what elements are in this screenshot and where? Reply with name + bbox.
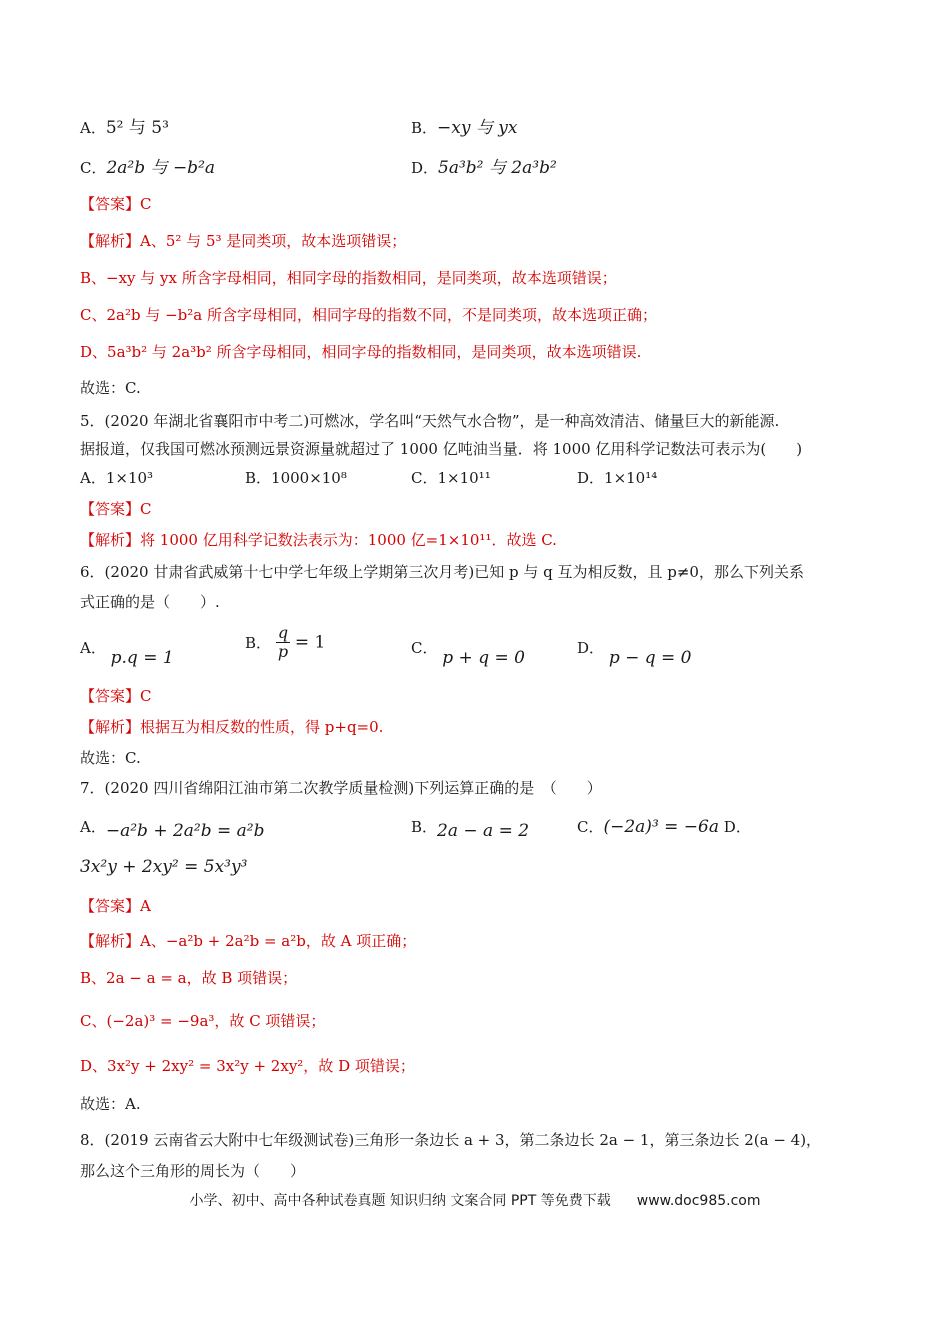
option-text: 5a³b² 与 2a³b² xyxy=(438,158,557,178)
answer-tag: 【答案】 xyxy=(80,687,141,705)
fraction xyxy=(276,624,290,661)
option-label: A． xyxy=(80,119,106,137)
analysis-text: 将 1000 亿用科学记数法表示为：1000 亿=1×10¹¹．故选 C. xyxy=(140,531,557,549)
option-label: D． xyxy=(411,159,439,177)
q4-option-c xyxy=(80,158,215,178)
option-label: B． xyxy=(245,634,272,652)
q7-analysis-1 xyxy=(80,931,416,951)
option-expr: p + q = 0 xyxy=(442,648,525,668)
fraction-numerator: q xyxy=(277,623,289,642)
answer-value: C xyxy=(140,500,152,518)
q7-stem: 7．(2020 四川省绵阳江油市第二次教学质量检测)下列运算正确的是 （ ） xyxy=(80,779,602,797)
footer-link[interactable]: www.doc985.com xyxy=(636,1193,761,1209)
analysis-text: A、5² 与 5³ 是同类项，故本选项错误； xyxy=(140,232,407,250)
q6-option-d xyxy=(577,638,692,668)
analysis-text: A、−a²b + 2a²b = a²b，故 A 项正确； xyxy=(140,932,417,950)
q8-stem-line2: 那么这个三角形的周长为（ ） xyxy=(80,1162,306,1180)
q4-option-d xyxy=(411,158,557,178)
option-expr: = 1 xyxy=(294,632,326,653)
q6-conclusion: 故选：C. xyxy=(80,749,141,767)
analysis-tag: 【解析】 xyxy=(80,932,141,950)
analysis-tag: 【解析】 xyxy=(80,232,141,250)
q8-stem-line1: 8．(2019 云南省云大附中七年级测试卷)三角形一条边长 a + 3，第二条边长 2a − 1，第三条边长 2(a − 4)， xyxy=(80,1131,822,1149)
option-label: C． xyxy=(577,818,604,836)
analysis-tag: 【解析】 xyxy=(80,531,141,549)
q7-option-a xyxy=(80,817,265,841)
option-label: D． xyxy=(577,639,605,657)
footer-text: 小学、初中、高中各种试卷真题 知识归纳 文案合同 PPT 等免费下载 xyxy=(189,1193,611,1209)
q6-option-c xyxy=(411,638,525,668)
q7-analysis-4: D、3x²y + 2xy² = 3x²y + 2xy²，故 D 项错误； xyxy=(80,1057,415,1075)
analysis-text: 根据互为相反数的性质，得 p+q=0. xyxy=(140,718,384,736)
q7-analysis-2: B、2a − a = a，故 B 项错误； xyxy=(80,969,298,987)
q6-answer xyxy=(80,686,152,706)
option-expr: −a²b + 2a²b = a²b xyxy=(105,821,265,841)
q4-conclusion: 故选：C. xyxy=(80,379,141,397)
q5-analysis xyxy=(80,530,557,550)
answer-tag: 【答案】 xyxy=(80,500,141,518)
q5-option-d: D．1×10¹⁴ xyxy=(577,469,658,487)
answer-value: A xyxy=(140,897,151,915)
q4-analysis-2: B、−xy 与 yx 所含字母相同，相同字母的指数相同，是同类项，故本选项错误； xyxy=(80,269,617,287)
q5-option-b: B．1000×10⁸ xyxy=(245,469,347,487)
q4-analysis-3: C、2a²b 与 −b²a 所含字母相同，相同字母的指数不同，不是同类项，故本选项正确； xyxy=(80,306,658,324)
page-footer xyxy=(0,1190,950,1210)
q4-analysis-4: D、5a³b² 与 2a³b² 所含字母相同，相同字母的指数相同，是同类项，故本选项错误. xyxy=(80,343,642,361)
option-expr: (−2a)³ = −6a xyxy=(603,817,720,837)
q7-analysis-3: C、(−2a)³ = −9a³，故 C 项错误； xyxy=(80,1012,326,1030)
q5-stem-line1: 5．(2020 年湖北省襄阳市中考二)可燃冰，学名叫“天然气水合物”，是一种高效清洁、储量巨大的新能源. xyxy=(80,412,780,430)
analysis-tag: 【解析】 xyxy=(80,718,141,736)
option-label: D． xyxy=(723,818,751,836)
q7-answer xyxy=(80,896,151,916)
q6-analysis xyxy=(80,717,383,737)
q4-option-a xyxy=(80,118,169,138)
q6-option-b xyxy=(245,624,325,661)
option-expr: p − q = 0 xyxy=(608,648,692,668)
q7-option-b xyxy=(411,817,530,841)
q6-stem-line2: 式正确的是（ ）. xyxy=(80,593,220,611)
q5-option-a: A．1×10³ xyxy=(80,469,154,487)
option-text: 2a²b 与 −b²a xyxy=(106,158,216,178)
option-expr: 3x²y + 2xy² = 5x³y³ xyxy=(80,857,248,877)
q7-option-d xyxy=(80,857,247,877)
option-text: 5² 与 5³ xyxy=(105,118,169,138)
q7-option-c xyxy=(577,817,751,837)
answer-value: C xyxy=(140,195,152,213)
option-expr: 2a − a = 2 xyxy=(437,821,530,841)
q6-stem-line1: 6．(2020 甘肃省武威第十七中学七年级上学期第三次月考)已知 p 与 q 互为相反数，且 p≠0，那么下列关系 xyxy=(80,563,804,581)
option-label: A． xyxy=(80,639,106,657)
q5-answer xyxy=(80,499,152,519)
q5-stem-line2: 据报道，仅我国可燃冰预测远景资源量就超过了 1000 亿吨油当量．将 1000 亿用科学记数法可表示为( ) xyxy=(80,440,803,458)
q4-option-b xyxy=(411,118,517,138)
option-text: −xy 与 yx xyxy=(437,118,518,138)
q4-answer xyxy=(80,194,152,214)
option-label: B． xyxy=(411,119,438,137)
answer-tag: 【答案】 xyxy=(80,897,141,915)
q5-option-c: C．1×10¹¹ xyxy=(411,469,491,487)
fraction-denominator: p xyxy=(277,642,289,661)
option-expr: p.q = 1 xyxy=(110,648,174,668)
option-label: B． xyxy=(411,818,438,836)
answer-tag: 【答案】 xyxy=(80,195,141,213)
option-label: A． xyxy=(80,818,106,836)
q7-conclusion: 故选：A. xyxy=(80,1095,141,1113)
option-label: C． xyxy=(80,159,107,177)
answer-value: C xyxy=(140,687,152,705)
q4-analysis-1 xyxy=(80,231,406,251)
q6-option-a xyxy=(80,638,174,668)
option-label: C． xyxy=(411,639,438,657)
